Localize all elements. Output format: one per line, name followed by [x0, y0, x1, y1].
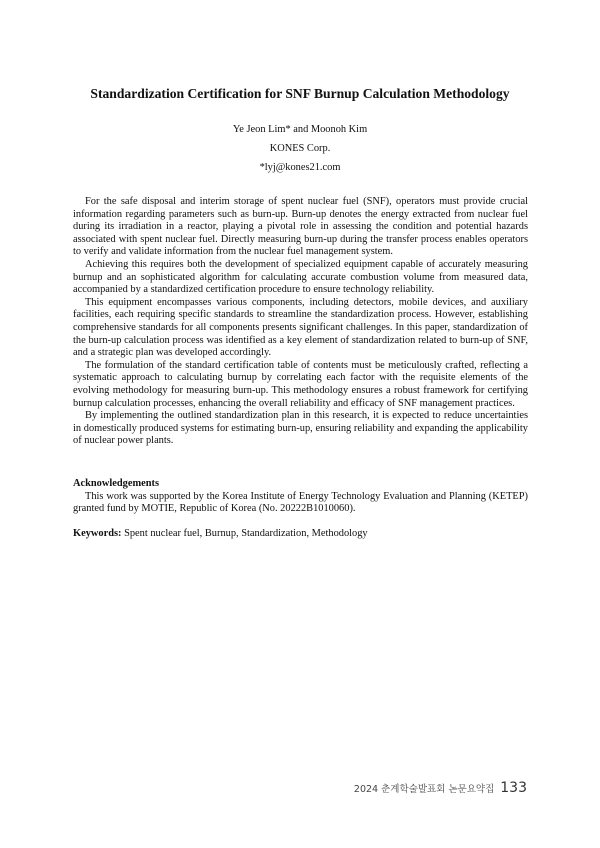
page-number: 133 [500, 780, 527, 796]
paper-title: Standardization Certification for SNF Burnup Calculation Methodology [90, 86, 510, 101]
keywords-line [73, 528, 528, 541]
body-paragraph: The formulation of the standard certification table of contents must be meticulously crafted, reflecting a systematic approach to calculating burnup by correlating each factor with the requisite elements of the evolving methodology for measuring burn-up. This methodology ensures a robust framework for certifying burnup calculation processes, enhancing the overall reliability and efficacy of SNF management practices. [73, 359, 528, 409]
abstract-body [73, 196, 528, 448]
body-paragraph: This equipment encompasses various components, including detectors, mobile devices, and auxiliary facilities, each requiring specific standards to streamline the standardization process. However, establishing comprehensive standards for all components presents significant challenges. In this paper, standardization of the burn-up calculation process was identified as a key element of standardization related to burn-up of SNF, and a strategic plan was developed accordingly. [73, 296, 528, 359]
keywords-label: Keywords: [73, 528, 122, 539]
body-paragraph: Achieving this requires both the development of specialized equipment capable of accurately measuring burnup and an sophisticated algorithm for calculating accurate combustion volume from measured data, accompanied by a standardized certification procedure to ensure technology reliability. [73, 258, 528, 296]
body-paragraph: By implementing the outlined standardization plan in this research, it is expected to reduce uncertainties in domestically produced systems for estimating burn-up, ensuring reliability and expanding the applicability of nuclear power plants. [73, 410, 528, 447]
acknowledgements-text: This work was supported by the Korea Institute of Energy Technology Evaluation and Planning (KETEP) granted fund by MOTIE, Republic of Korea (No. 20222B1010060). [73, 490, 528, 515]
paper-affiliation: KONES Corp. [269, 143, 331, 154]
author-email: *lyj@kones21.com [259, 162, 341, 173]
body-paragraph: For the safe disposal and interim storage of spent nuclear fuel (SNF), operators must provide crucial information regarding parameters such as burn-up. Burn-up denotes the energy extracted from nuclear fuel during its irradiation in a reactor, playing a pivotal role in assessing the condition and potential hazards associated with spent nuclear fuel. Directly measuring burn-up during the transfer process enables operators to verify and validate information from the nuclear fuel management system. [73, 196, 528, 258]
page-footer [354, 780, 527, 796]
proceedings-label: 2024 춘계학술발표회 논문요약집 [353, 784, 495, 795]
keywords-text: Spent nuclear fuel, Burnup, Standardization, Methodology [121, 528, 368, 539]
paper-authors: Ye Jeon Lim* and Moonoh Kim [232, 124, 368, 135]
acknowledgements-heading: Acknowledgements [73, 478, 160, 489]
acknowledgements-section [73, 478, 528, 516]
